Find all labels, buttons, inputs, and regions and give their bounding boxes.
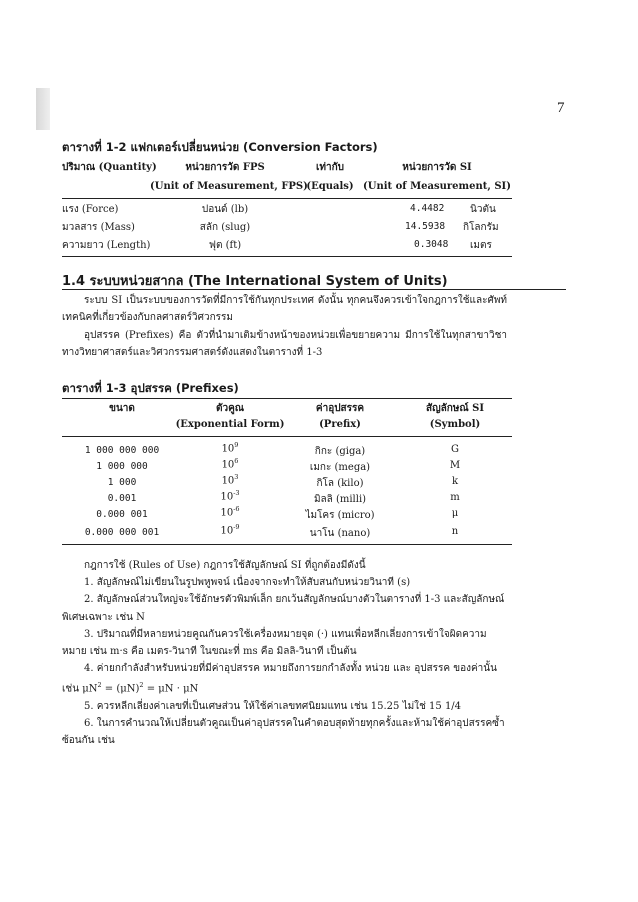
- cell-symbol: k: [451, 476, 459, 487]
- rules-intro: กฎการใช้ (Rules of Use) กฎการใช้สัญลักษณ์ SI ที่ถูกต้องมีดังนี้: [84, 560, 366, 571]
- header-si-en: (Unit of Measurement, SI): [363, 181, 511, 192]
- cell-si: กิโลกรัม: [463, 222, 499, 233]
- table-1-2-bottom-rule: [62, 256, 512, 257]
- rule-item: 6. ในการคำนวณให้เปลี่ยนตัวคูณเป็นค่าอุปสรรคในคำตอบสุดท้ายทุกครั้งและห้ามใช้ค่าอุปสรรคซ้ำซ้อนกัน เช่น: [62, 718, 505, 747]
- paragraph: อุปสรรค (Prefixes) คือ ตัวที่นำมาเติมข้างหน้าของหน่วยเพื่อขยายความ มีการใช้ในทุกสาขาวิชาทางวิทยาศาสตร์และวิศวกรรมศาสตร์ดังแสดงในตารางที่ 1-3: [62, 330, 507, 358]
- cell-fps: ฟุต (ft): [208, 240, 242, 251]
- cell-factor: $10^{-6}$: [220, 505, 240, 519]
- cell-symbol: G: [451, 444, 459, 455]
- header-si: หน่วยการวัด SI: [402, 162, 472, 173]
- rule-item: 4. ค่ายกกำลังสำหรับหน่วยที่มีค่าอุปสรรค หมายถึงการยกกำลังทั้ง หน่วย และ อุปสรรค ของค่านั้น เช่น $\mu N^2 = (\mu N)^2 = \mu N \cdot \mu N$: [62, 663, 497, 695]
- cell-value: 4.4482: [410, 203, 445, 214]
- page-number: 7: [557, 100, 565, 116]
- table-1-3-bottom-rule: [62, 544, 512, 545]
- rule-item: 3. ปริมาณที่มีหลายหน่วยคูณกันควรใช้เครื่องหมายจุด (·) แทนเพื่อหลีกเลี่ยงการเข้าใจผิดความหมาย เช่น m·s คือ เมตร-วินาที ในขณะที่ ms คือ มิลลิ-วินาที เป็นต้น: [62, 628, 487, 658]
- rule-item: 5. ควรหลีกเลี่ยงค่าเลขที่เป็นเศษส่วน ให้ใช้ค่าเลขทศนิยมแทน เช่น 15.25 ไม่ใช่ 15 1/4: [84, 700, 462, 712]
- header-prefix: ค่าอุปสรรค: [315, 403, 365, 414]
- table-1-2-header-rule: [62, 198, 512, 199]
- table-1-3-top-rule: [62, 398, 512, 399]
- cell-prefix: มิลลิ (milli): [313, 494, 367, 505]
- cell-fps: สลัก (slug): [199, 222, 251, 233]
- section-title: 1.4 ระบบหน่วยสากล (The International System of Units): [62, 274, 448, 289]
- cell-quantity: ความยาว (Length): [62, 240, 151, 251]
- cell-quantity: มวลสาร (Mass): [62, 222, 135, 233]
- paragraph: ระบบ SI เป็นระบบของการวัดที่มีการใช้กันทุกประเทศ ดังนั้น ทุกคนจึงควรเข้าใจกฎการใช้และศัพท์เทคนิคที่เกี่ยวข้องกับกลศาสตร์วิศวกรรม: [62, 295, 507, 323]
- cell-factor: $10^{-9}$: [220, 523, 240, 537]
- cell-size: 1 000: [107, 477, 137, 488]
- cell-symbol: n: [451, 526, 459, 537]
- header-factor-en: (Exponential Form): [175, 419, 285, 430]
- table-1-3-header-rule: [62, 436, 512, 437]
- cell-size: 0.000 000 001: [84, 527, 160, 538]
- section-underline: [62, 289, 566, 290]
- cell-size: 0.001: [107, 493, 137, 504]
- header-quantity: ปริมาณ (Quantity): [62, 162, 157, 173]
- header-symbol: สัญลักษณ์ SI: [425, 403, 485, 414]
- header-factor: ตัวคูณ: [215, 403, 245, 414]
- cell-size: 1 000 000: [96, 461, 148, 472]
- cell-factor: $10^3$: [221, 473, 239, 487]
- cell-symbol: μ: [451, 508, 459, 519]
- cell-prefix: ไมโคร (micro): [305, 510, 375, 521]
- cell-factor: $10^{-3}$: [220, 489, 240, 503]
- cell-size: 0.000 001: [96, 509, 148, 520]
- header-equals: เท่ากับ: [315, 162, 345, 173]
- rule-item: 1. สัญลักษณ์ไม่เขียนในรูปพหูพจน์ เนื่องจากจะทำให้สับสนกับหน่วยวินาที (s): [84, 577, 411, 589]
- rule-item: 2. สัญลักษณ์ส่วนใหญ่จะใช้อักษรตัวพิมพ์เล็ก ยกเว้นสัญลักษณ์บางตัวในตารางที่ 1-3 และสัญลักษณ์พิเศษเฉพาะ เช่น N: [62, 594, 505, 623]
- table-1-2-caption: ตารางที่ 1-2 แฟกเตอร์เปลี่ยนหน่วย (Conversion Factors): [62, 140, 378, 154]
- cell-size: 1 000 000 000: [84, 445, 160, 456]
- cell-value: 0.3048: [414, 239, 449, 250]
- cell-prefix: เมกะ (mega): [309, 462, 371, 473]
- cell-si: นิวตัน: [470, 204, 496, 215]
- cell-prefix: กิกะ (giga): [314, 446, 366, 457]
- header-size: ขนาด: [109, 403, 135, 414]
- cell-prefix: นาโน (nano): [309, 528, 371, 539]
- header-equals-en: (Equals): [306, 181, 354, 192]
- header-fps-en: (Unit of Measurement, FPS): [150, 181, 308, 192]
- rules-of-use: [62, 557, 510, 750]
- header-symbol-en: (Symbol): [429, 419, 481, 430]
- cell-factor: $10^9$: [221, 441, 239, 455]
- table-1-3-caption: ตารางที่ 1-3 อุปสรรค (Prefixes): [62, 381, 239, 395]
- cell-si: เมตร: [470, 240, 492, 251]
- header-prefix-en: (Prefix): [319, 419, 361, 430]
- cell-symbol: m: [450, 492, 460, 503]
- cell-factor: $10^6$: [221, 457, 239, 471]
- cell-prefix: กิโล (kilo): [316, 478, 364, 489]
- cell-symbol: M: [449, 460, 461, 471]
- cell-quantity: แรง (Force): [62, 204, 119, 215]
- scan-artifact: [36, 88, 50, 130]
- header-fps: หน่วยการวัด FPS: [185, 162, 265, 173]
- cell-fps: ปอนด์ (lb): [201, 204, 249, 215]
- cell-value: 14.5938: [405, 221, 446, 232]
